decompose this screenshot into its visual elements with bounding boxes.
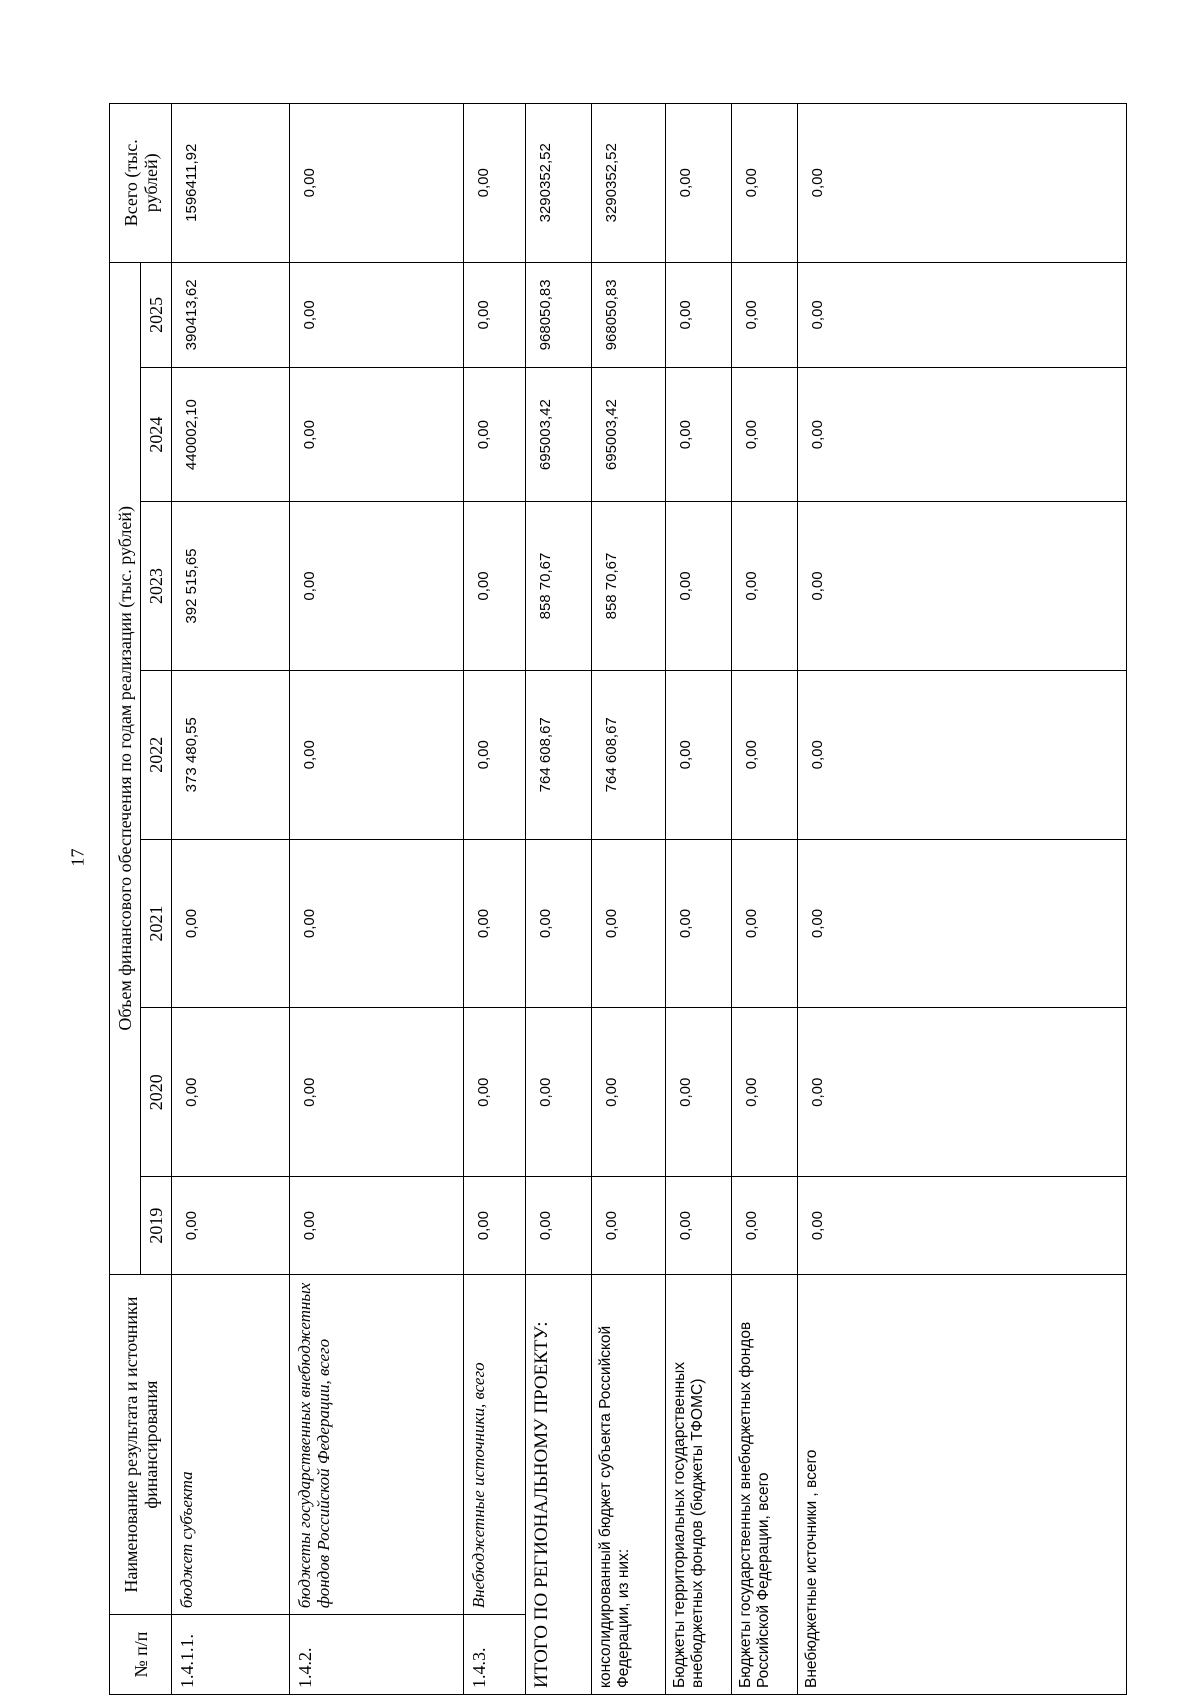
- value-cell-2025: 390413,62: [172, 262, 290, 368]
- value-cell-2025: 968050,83: [592, 262, 666, 368]
- total-cell: 1596411,92: [172, 104, 290, 263]
- value-cell-2024: 0,00: [732, 368, 798, 502]
- table-row: [666, 104, 732, 1695]
- value-cell-2020: 0,00: [666, 1008, 732, 1177]
- header-year: 2024: [141, 368, 172, 502]
- row-name: консолидированный бюджет субъекта Российской Федерации, из них:: [592, 1275, 666, 1695]
- header-year: 2021: [141, 839, 172, 1008]
- header-year: 2019: [141, 1177, 172, 1275]
- value-cell-2025: 0,00: [666, 262, 732, 368]
- value-cell-2019: 0,00: [526, 1177, 592, 1275]
- value-cell-2023: 858 70,67: [592, 502, 666, 671]
- value-cell-2025: 0,00: [732, 262, 798, 368]
- value-cell-2019: 0,00: [172, 1177, 290, 1275]
- value-cell-2023: 0,00: [464, 502, 526, 671]
- value-cell-2022: 373 480,55: [172, 670, 290, 839]
- total-cell: 3290352,52: [526, 104, 592, 263]
- value-cell-2023: 858 70,67: [526, 502, 592, 671]
- value-cell-2019: 0,00: [464, 1177, 526, 1275]
- financing-table-rotator: [109, 103, 1127, 1695]
- header-name: Наименование результата и источники финансирования: [110, 1275, 172, 1615]
- header-year: 2020: [141, 1008, 172, 1177]
- value-cell-2020: 0,00: [592, 1008, 666, 1177]
- row-name: Бюджеты государственных внебюджетных фондов Российской Федерации, всего: [732, 1275, 798, 1695]
- value-cell-2024: 0,00: [798, 368, 1127, 502]
- value-cell-2020: 0,00: [172, 1008, 290, 1177]
- value-cell-2021: 0,00: [172, 839, 290, 1008]
- value-cell-2020: 0,00: [290, 1008, 464, 1177]
- value-cell-2019: 0,00: [666, 1177, 732, 1275]
- value-cell-2022: 0,00: [666, 670, 732, 839]
- value-cell-2022: 764 608,67: [592, 670, 666, 839]
- value-cell-2022: 764 608,67: [526, 670, 592, 839]
- total-cell: 3290352,52: [592, 104, 666, 263]
- row-name: Внебюджетные источники , всего: [798, 1275, 1127, 1695]
- value-cell-2023: 0,00: [666, 502, 732, 671]
- value-cell-2024: 0,00: [666, 368, 732, 502]
- row-name: бюджет субъекта: [172, 1275, 290, 1615]
- value-cell-2023: 0,00: [732, 502, 798, 671]
- row-name: ИТОГО ПО РЕГИОНАЛЬНОМУ ПРОЕКТУ:: [526, 1275, 592, 1695]
- row-name: бюджеты государственных внебюджетных фондов Российской Федерации, всего: [290, 1275, 464, 1615]
- header-year: 2023: [141, 502, 172, 671]
- value-cell-2021: 0,00: [666, 839, 732, 1008]
- value-cell-2021: 0,00: [798, 839, 1127, 1008]
- value-cell-2025: 0,00: [464, 262, 526, 368]
- value-cell-2020: 0,00: [464, 1008, 526, 1177]
- table-row: [732, 104, 798, 1695]
- total-cell: 0,00: [290, 104, 464, 263]
- total-cell: 0,00: [732, 104, 798, 263]
- value-cell-2020: 0,00: [526, 1008, 592, 1177]
- value-cell-2022: 0,00: [464, 670, 526, 839]
- value-cell-2021: 0,00: [290, 839, 464, 1008]
- total-cell: 0,00: [666, 104, 732, 263]
- value-cell-2024: 0,00: [464, 368, 526, 502]
- header-no: № п/п: [110, 1615, 172, 1695]
- value-cell-2021: 0,00: [526, 839, 592, 1008]
- value-cell-2024: 0,00: [290, 368, 464, 502]
- value-cell-2024: 440002,10: [172, 368, 290, 502]
- value-cell-2022: 0,00: [798, 670, 1127, 839]
- total-cell: 0,00: [798, 104, 1127, 263]
- value-cell-2021: 0,00: [464, 839, 526, 1008]
- value-cell-2019: 0,00: [798, 1177, 1127, 1275]
- row-number: 1.4.2.: [290, 1615, 464, 1695]
- value-cell-2020: 0,00: [798, 1008, 1127, 1177]
- value-cell-2025: 0,00: [290, 262, 464, 368]
- row-number: 1.4.1.1.: [172, 1615, 290, 1695]
- row-name: Бюджеты территориальных государственных внебюджетных фондов (бюджеты ТФОМС): [666, 1275, 732, 1695]
- table-row: [172, 104, 290, 1695]
- table-row: [592, 104, 666, 1695]
- total-cell: 0,00: [464, 104, 526, 263]
- table-row: [290, 104, 464, 1695]
- table-row: [526, 104, 592, 1695]
- value-cell-2024: 695003,42: [526, 368, 592, 502]
- header-total: Всего (тыс. рублей): [110, 104, 172, 263]
- value-cell-2023: 392 515,65: [172, 502, 290, 671]
- value-cell-2024: 695003,42: [592, 368, 666, 502]
- header-year: 2025: [141, 262, 172, 368]
- value-cell-2019: 0,00: [290, 1177, 464, 1275]
- value-cell-2022: 0,00: [290, 670, 464, 839]
- value-cell-2019: 0,00: [592, 1177, 666, 1275]
- value-cell-2025: 968050,83: [526, 262, 592, 368]
- header-year: 2022: [141, 670, 172, 839]
- row-name: Внебюджетные источники, всего: [464, 1275, 526, 1615]
- financing-table: [109, 103, 1127, 1695]
- value-cell-2025: 0,00: [798, 262, 1127, 368]
- table-row: [798, 104, 1127, 1695]
- row-number: 1.4.3.: [464, 1615, 526, 1695]
- page-number: 17: [67, 848, 88, 867]
- value-cell-2019: 0,00: [732, 1177, 798, 1275]
- value-cell-2023: 0,00: [798, 502, 1127, 671]
- value-cell-2021: 0,00: [592, 839, 666, 1008]
- value-cell-2023: 0,00: [290, 502, 464, 671]
- value-cell-2020: 0,00: [732, 1008, 798, 1177]
- value-cell-2021: 0,00: [732, 839, 798, 1008]
- value-cell-2022: 0,00: [732, 670, 798, 839]
- table-row: [464, 104, 526, 1695]
- header-volume: Объем финансового обеспечения по годам реализации (тыс. рублей): [110, 262, 141, 1275]
- financing-table-container: [109, 103, 1127, 1695]
